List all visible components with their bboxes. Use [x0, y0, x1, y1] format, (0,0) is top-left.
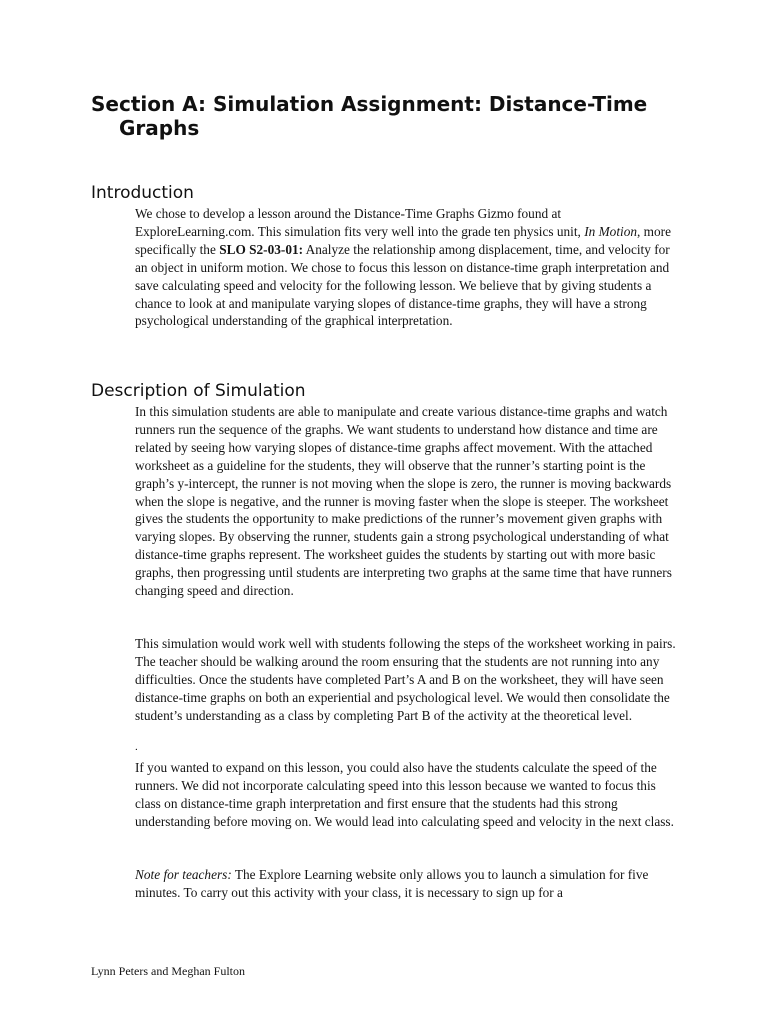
intro-text-c: Analyze the relationship among displacement, time, and velocity for an object in uniform motion. We chose to focus this lesson on distance-time graph interpretation and save calculating speed and velocity for the following lesson. We believe that by giving students a chance to look at and manipulate varying slopes of distance-time graphs, they will have a strong psychological understanding of the graphical interpretation. [135, 241, 670, 329]
footer-authors: Lynn Peters and Meghan Fulton [91, 964, 245, 978]
title-line-2: Graphs [119, 116, 200, 140]
description-heading: Description of Simulation [91, 381, 306, 401]
introduction-paragraph [135, 205, 683, 330]
description-paragraph-3: If you wanted to expand on this lesson, you could also have the students calculate the speed of the runners. We did not incorporate calculating speed into this lesson because we wanted to focus this class on distance-time graph interpretation and first ensure that the students had this strong understanding before moving on. We would lead into calculating speed and velocity in the next class. [135, 760, 674, 829]
description-paragraph-2: This simulation would work well with students following the steps of the worksheet working in pairs. The teacher should be walking around the room ensuring that the students are not running into any difficulties. Once the students have completed Part’s A and B on the worksheet, they will have seen distance-time graphs on both an experiential and psychological level. We would then consolidate the student’s understanding as a class by completing Part B of the activity at the theoretical level. [135, 636, 676, 723]
teacher-note [135, 866, 683, 902]
description-paragraph-1: In this simulation students are able to manipulate and create various distance-time graphs and watch runners run the sequence of the graphs. We want students to understand how distance and time are related by seeing how varying slopes of distance-time graphs affect movement. With the attached worksheet as a guideline for the students, they will observe that the runner’s starting point is the graph’s y-intercept, the runner is not moving when the slope is zero, the runner is moving backwards when the slope is negative, and the runner is moving faster when the slope is steeper. The worksheet gives the students the opportunity to make predictions of the runner’s movement given graphs with varying slopes. By observing the runner, students gain a strong psychological understanding of what distance-time graphs represent. The worksheet guides the students by starting out with more basic graphs, then progressing until students are interpreting two graphs at the same time that have runners changing speed and direction. [135, 404, 672, 599]
introduction-heading: Introduction [91, 183, 194, 203]
intro-text-a: We chose to develop a lesson around the Distance-Time Graphs Gizmo found at ExploreLearning.com. This simulation fits very well into the grade ten physics unit, [135, 206, 585, 239]
intro-text-b: , more specifically the [135, 223, 671, 257]
stray-period: . [135, 741, 138, 753]
note-text: The Explore Learning website only allows you to launch a simulation for five minutes. To carry out this activity with your class, it is necessary to sign up for a [135, 867, 649, 900]
note-label: Note for teachers: [135, 867, 232, 882]
slo-code: SLO S2-03-01: [219, 241, 304, 257]
document-title [91, 92, 691, 140]
unit-name: In Motion [584, 223, 637, 239]
title-line-1: Section A: Simulation Assignment: Distance-Time [91, 92, 648, 116]
